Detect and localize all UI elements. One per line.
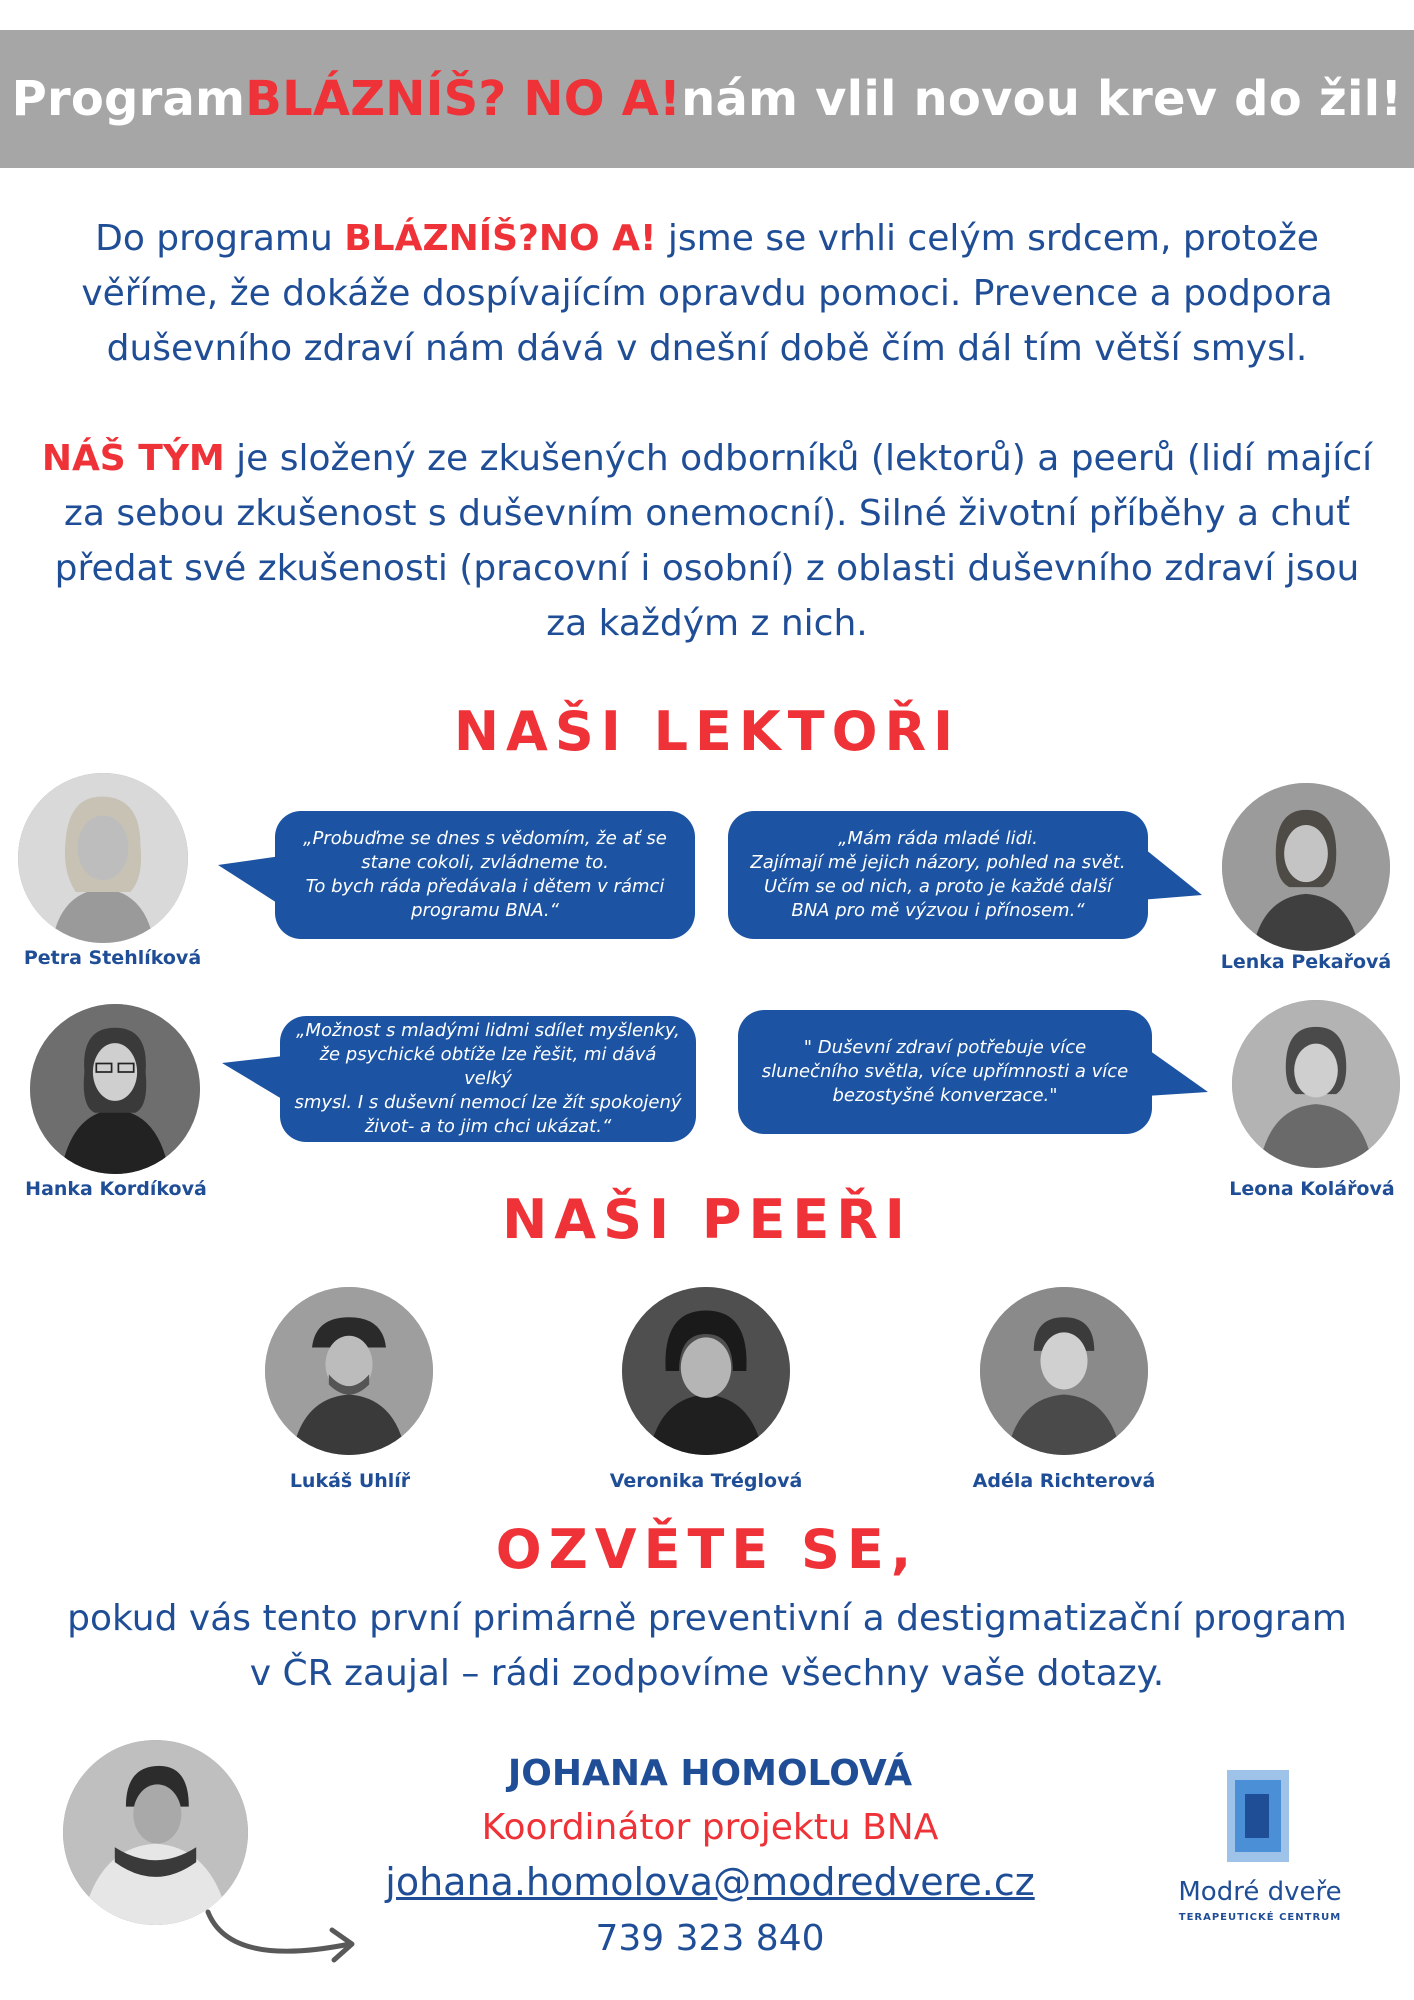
team-highlight: NÁŠ TÝM	[41, 438, 225, 479]
quote-bubble-petra	[275, 811, 695, 939]
quote-line: stane cokoli, zvládneme to.	[361, 852, 609, 873]
header-title-highlight: BLÁZNÍŠ? NO A!	[245, 71, 682, 127]
quote-bubble-lenka	[728, 811, 1148, 939]
photo-petra	[18, 773, 188, 943]
header-title-suffix: nám vlil novou krev do žil!	[681, 71, 1403, 127]
logo-name: Modré dveře	[1178, 1877, 1342, 1907]
quote-line: slunečního světla, více upřímnosti a více	[761, 1061, 1129, 1082]
quote-line: „Probuďme se dnes s vědomím, že ať se	[303, 828, 667, 849]
name-leona: Leona Kolářová	[1229, 1178, 1395, 1200]
team-text: předat své zkušenosti (pracovní i osobní) z oblasti duševního zdraví jsou	[54, 548, 1360, 589]
intro-text: Do programu	[95, 218, 345, 259]
name-veronika: Veronika Tréglová	[609, 1470, 803, 1492]
photo-johana	[63, 1740, 248, 1925]
lecturers-title: NAŠI LEKTOŘI	[453, 700, 961, 763]
contact-text: v ČR zaujal – rádi zodpovíme všechny vaše dotazy.	[249, 1653, 1165, 1694]
quote-line: BNA pro mě výzvou i přínosem.“	[791, 900, 1085, 921]
quote-line: programu BNA.“	[411, 900, 559, 921]
photo-veronika	[622, 1287, 790, 1455]
bubble-tail-lenka	[1140, 845, 1202, 905]
name-petra: Petra Stehlíková	[23, 947, 202, 969]
contact-role: Koordinátor projektu BNA	[481, 1807, 939, 1848]
quote-bubble-leona	[738, 1010, 1152, 1134]
logo-subtitle: TERAPEUTICKÉ CENTRUM	[1178, 1912, 1342, 1923]
modre-dvere-logo-icon	[1225, 1768, 1291, 1864]
photo-adela	[980, 1287, 1148, 1455]
team-text: za sebou zkušenost s duševním onemocní). Silné životní příběhy a chuť	[63, 493, 1351, 534]
name-lukas: Lukáš Uhlíř	[289, 1470, 411, 1492]
team-paragraph	[20, 431, 1394, 651]
photo-lenka	[1222, 783, 1390, 951]
header-title-prefix: Program	[11, 71, 246, 127]
contact-phone: 739 323 840	[595, 1918, 825, 1959]
intro-text: věříme, že dokáže dospívajícím opravdu pomoci. Prevence a podpora	[81, 273, 1333, 314]
photo-leona	[1232, 1000, 1400, 1168]
quote-bubble-hanka	[280, 1016, 696, 1142]
team-text: za každým z nich.	[546, 603, 868, 644]
quote-line: život- a to jim chci ukázat.“	[364, 1116, 612, 1137]
peers-title: NAŠI PEEŘI	[502, 1188, 912, 1251]
contact-text: pokud vás tento první primárně preventivní a destigmatizační program	[67, 1598, 1347, 1639]
quote-line: „Možnost s mladými lidmi sdílet myšlenky,	[296, 1020, 680, 1041]
arrow-icon	[200, 1904, 370, 1974]
intro-paragraph	[20, 211, 1394, 376]
quote-line: že psychické obtíže lze řešit, mi dává velký	[319, 1044, 657, 1089]
quote-line: Učím se od nich, a proto je každé další	[764, 876, 1112, 897]
quote-line: „Mám ráda mladé lidi.	[838, 828, 1038, 849]
contact-email-link[interactable]: johana.homolova@modredvere.cz	[385, 1860, 1035, 1904]
quote-line: To bych ráda předávala i dětem v rámci	[305, 876, 665, 897]
quote-line: " Duševní zdraví potřebuje více	[803, 1037, 1087, 1058]
intro-program-name: BLÁZNÍŠ?NO A!	[344, 218, 657, 259]
name-hanka: Hanka Kordíková	[25, 1178, 207, 1200]
intro-text: jsme se vrhli celým srdcem, protože	[656, 218, 1319, 259]
photo-lukas	[265, 1287, 433, 1455]
contact-title: OZVĚTE SE,	[495, 1518, 919, 1581]
photo-hanka	[30, 1004, 200, 1174]
quote-line: smysl. I s duševní nemocí lze žít spokojený	[294, 1092, 682, 1113]
team-text: je složený ze zkušených odborníků (lektorů) a peerů (lidí mající	[224, 438, 1373, 479]
name-adela: Adéla Richterová	[972, 1470, 1156, 1492]
contact-paragraph	[20, 1591, 1394, 1701]
header-banner	[0, 30, 1414, 168]
name-lenka: Lenka Pekařová	[1220, 951, 1392, 973]
intro-text: duševního zdraví nám dává v dnešní době čím dál tím větší smysl.	[106, 328, 1308, 369]
quote-line: Zajímají mě jejich názory, pohled na svět.	[750, 852, 1126, 873]
quote-line: bezostyšné konverzace."	[832, 1085, 1058, 1106]
bubble-tail-leona	[1146, 1048, 1208, 1098]
contact-name: JOHANA HOMOLOVÁ	[507, 1753, 913, 1794]
